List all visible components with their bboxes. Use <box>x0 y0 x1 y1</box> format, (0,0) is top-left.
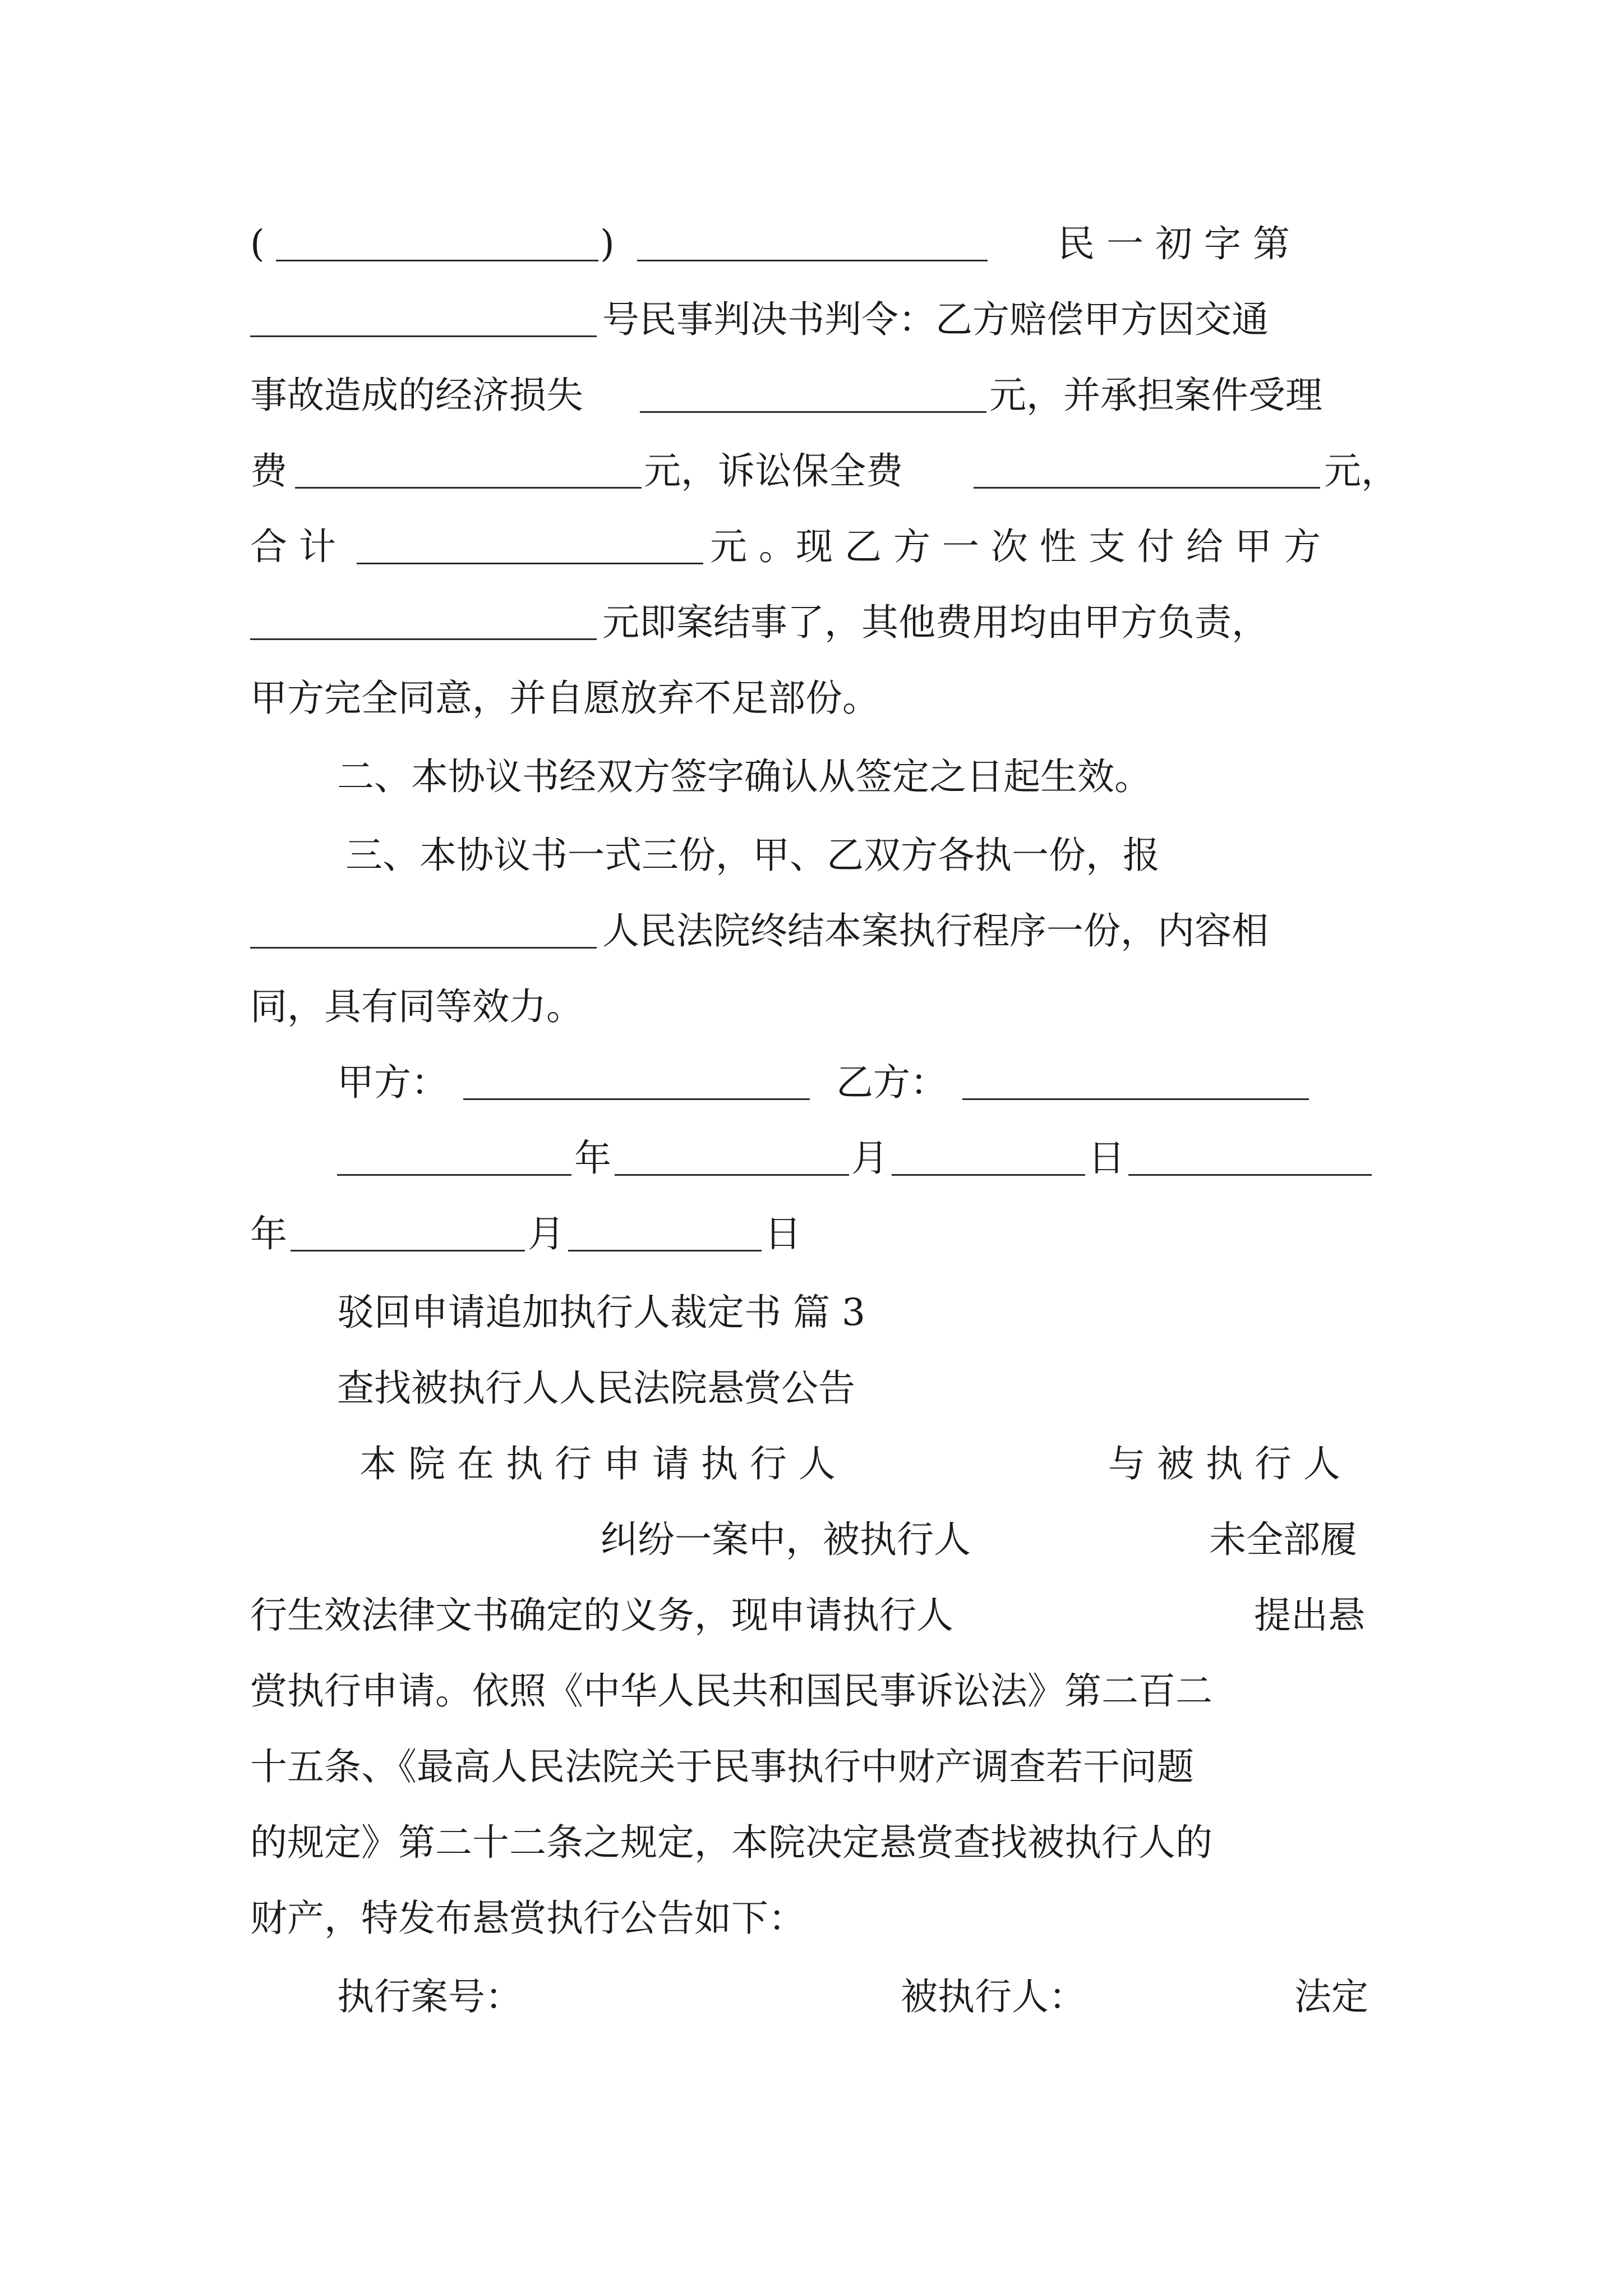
notice-dispute-text: 纠纷一案中，被执行人 <box>601 1518 971 1561</box>
debtor-label: 被执行人： <box>901 1975 1086 2018</box>
open-paren: ( <box>250 222 265 265</box>
day-label-a: 日 <box>1088 1137 1125 1180</box>
blank-year-b-start <box>1128 1174 1372 1176</box>
fee-tail: 元， <box>1324 449 1398 493</box>
consent-text: 甲方完全同意，并自愿放弃不足部份。 <box>250 677 879 720</box>
blank-preservation-fee <box>974 487 1320 489</box>
para1-line7 <box>250 670 1372 726</box>
day-label-b: 日 <box>764 1212 801 1255</box>
para3-line3 <box>250 979 1372 1035</box>
blank-court-name <box>250 947 597 949</box>
signature-date-a <box>250 1130 1372 1186</box>
notice-obligation-text: 行生效法律文书确定的义务，现申请执行人 <box>250 1594 953 1637</box>
loss-label: 事故造成的经济损失 <box>250 374 583 417</box>
legal-representative-label: 法定 <box>1294 1975 1368 2018</box>
para1-line4 <box>250 443 1398 499</box>
blank-day-b <box>568 1250 762 1251</box>
notice-line4 <box>250 1663 1372 1719</box>
notice-line3 <box>250 1588 1372 1644</box>
close-paren: ) <box>600 222 615 265</box>
notice-debtor-text: 与 被 执 行 人 <box>1108 1442 1340 1485</box>
notice-heading <box>250 1360 1372 1416</box>
party-b-signature-line <box>962 1098 1309 1100</box>
notice-fields <box>250 1969 1372 2025</box>
total-label: 合 计 <box>250 525 336 568</box>
para1-line6 <box>250 595 1372 651</box>
case-type-text: 民 一 初 字 第 <box>1058 222 1290 265</box>
para1-line1 <box>250 216 1372 272</box>
court-text: 人民法院终结本案执行程序一份，内容相 <box>602 909 1269 953</box>
effective-clause: 二、本协议书经双方签字确认从签定之日起生效。 <box>337 755 1151 798</box>
blank-loss-amount <box>640 411 986 413</box>
payment-text: 元 。现 乙 方 一 次 性 支 付 给 甲 方 <box>710 525 1321 568</box>
month-label-b: 月 <box>528 1212 565 1255</box>
blank-case-fee <box>295 487 642 489</box>
settlement-text: 元即案结事了，其他费用均由甲方负责， <box>602 601 1269 644</box>
notice-regulation-text: 十五条、《最高人民法院关于民事执行中财产调查若干问题 <box>250 1745 1194 1788</box>
party-a-signature-line <box>463 1098 810 1100</box>
notice-line2 <box>250 1512 1372 1568</box>
ruling-title: 驳回申请追加执行人裁定书 篇 3 <box>337 1291 865 1334</box>
signature-parties <box>250 1055 1372 1111</box>
para1-line2 <box>250 292 1372 348</box>
month-label-a: 月 <box>851 1137 888 1180</box>
blank-year-a <box>337 1174 571 1176</box>
para3-line1 <box>250 827 1372 884</box>
blank-case-number <box>250 335 597 337</box>
party-a-label: 甲方： <box>337 1061 448 1104</box>
blank-day-a <box>892 1174 1085 1176</box>
notice-law-text: 赏执行申请。依照《中华人民共和国民事诉讼法》第二百二 <box>250 1669 1212 1713</box>
notice-line7 <box>250 1890 1372 1947</box>
preservation-label: 元，诉讼保全费 <box>644 449 903 493</box>
party-b-label: 乙方： <box>836 1061 947 1104</box>
notice-title: 查找被执行人人民法院悬赏公告 <box>337 1366 855 1410</box>
blank-month-b <box>291 1250 525 1251</box>
blank-payment-amount <box>250 638 597 640</box>
notice-line6 <box>250 1815 1372 1871</box>
case-number-label: 执行案号： <box>337 1975 522 2018</box>
judgment-text: 号民事判决书判令：乙方赔偿甲方因交通 <box>602 298 1269 341</box>
notice-announce-text: 财产，特发布悬赏执行公告如下： <box>250 1897 805 1940</box>
year-label-b: 年 <box>250 1212 287 1255</box>
notice-submit-text: 提出悬 <box>1254 1594 1365 1637</box>
para2 <box>250 749 1372 805</box>
blank-court <box>276 260 598 261</box>
blank-month-a <box>615 1174 849 1176</box>
para1-line3 <box>250 367 1372 424</box>
notice-unfulfilled-text: 未全部履 <box>1209 1518 1357 1561</box>
equal-effect-text: 同，具有同等效力。 <box>250 985 583 1028</box>
notice-line5 <box>250 1739 1372 1795</box>
signature-date-b <box>250 1206 1372 1262</box>
blank-year <box>637 260 988 261</box>
notice-decision-text: 的规定》第二十二条之规定，本院决定悬赏查找被执行人的 <box>250 1821 1212 1864</box>
para3-line2 <box>250 903 1372 959</box>
notice-line1 <box>250 1436 1372 1492</box>
loss-tail: 元，并承担案件受理 <box>989 374 1322 417</box>
para1-line5 <box>250 519 1372 575</box>
notice-applicant-text: 本 院 在 执 行 申 请 执 行 人 <box>359 1442 836 1485</box>
fee-label: 费 <box>250 449 287 493</box>
blank-total <box>357 563 703 564</box>
section-heading <box>250 1285 1372 1341</box>
year-label-a: 年 <box>574 1137 611 1180</box>
copies-clause: 三、本协议书一式三份，甲、乙双方各执一份，报 <box>345 834 1160 877</box>
